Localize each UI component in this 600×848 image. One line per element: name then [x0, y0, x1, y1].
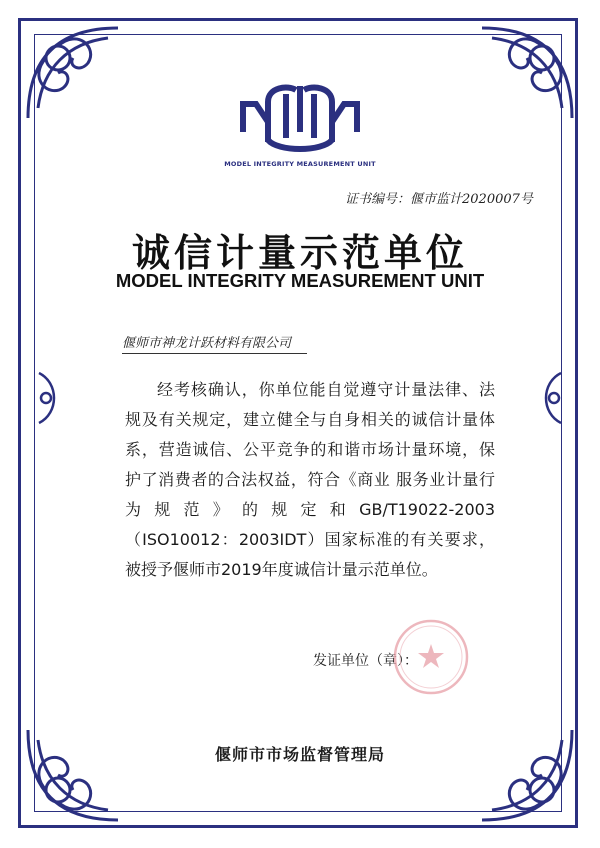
logo-caption: MODEL INTEGRITY MEASUREMENT UNIT — [224, 160, 376, 168]
corner-ornament-top-right — [472, 18, 582, 128]
body-line: （ISO10012：2003IDT）国家标准的有关要求， — [125, 530, 495, 549]
certificate-number: 证书编号：偃市监计2020007号 — [345, 192, 533, 207]
corner-ornament-bottom-right — [472, 720, 582, 830]
issuer-label: 发证单位（章）： — [313, 653, 418, 669]
body-line: 护了消费者的合法权益，符合《商业 服务业计量行 — [125, 470, 495, 489]
mim-logo — [238, 82, 362, 152]
certificate-title-english: MODEL INTEGRITY MEASUREMENT UNIT — [115, 270, 485, 291]
side-ornament-left — [34, 368, 64, 428]
certificate-title-chinese: 诚信计量示范单位 — [131, 230, 468, 275]
side-ornament-right — [536, 368, 566, 428]
body-line: 系，营造诚信、公平竞争的和谐市场计量环境，保 — [125, 440, 495, 459]
body-line: 为 规 范 》 的 规 定 和 GB/T19022-2003 — [125, 500, 495, 519]
issuing-bureau: 偃师市市场监督管理局 — [214, 745, 385, 764]
corner-ornament-top-left — [18, 18, 128, 128]
certificate-body — [125, 375, 495, 585]
recipient-name: 偃师市神龙计跃材料有限公司 — [122, 332, 307, 354]
official-seal-stamp — [392, 618, 470, 696]
body-line: 经考核确认，你单位能自觉遵守计量法律、法 — [157, 380, 495, 399]
corner-ornament-bottom-left — [18, 720, 128, 830]
body-line: 规及有关规定，建立健全与自身相关的诚信计量体 — [125, 410, 495, 429]
body-line: 被授予偃师市2019年度诚信计量示范单位。 — [125, 560, 438, 579]
